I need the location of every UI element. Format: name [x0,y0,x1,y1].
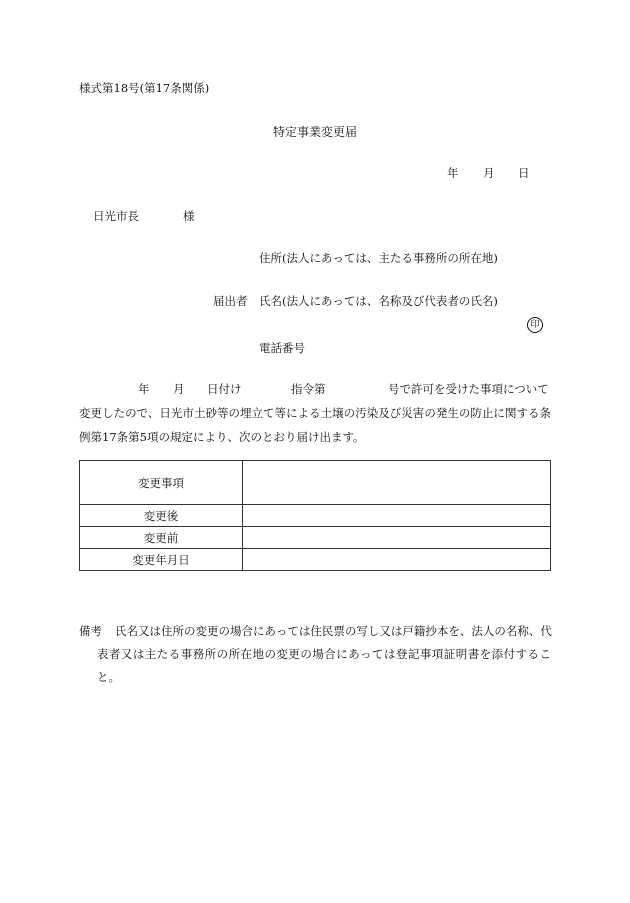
addressee-honorific: 様 [183,209,195,223]
change-item-field[interactable] [243,461,551,505]
body-text-line2: 変更したので、日光市土砂等の埋立て等による土壌の汚染及び災害の発生の防止に関する条 [79,406,551,420]
remarks-line2: 表者又は主たる事務所の所在地の変更の場合にあっては登記事項証明書を添付するこ [97,647,551,661]
applicant-phone-label: 電話番号 [259,341,305,355]
form-title: 特定事業変更届 [272,125,357,139]
remarks-line3: と。 [97,670,120,684]
body-dated: 日付け [207,382,242,396]
table-row [80,549,551,571]
addressee-name: 日光市長 [93,209,139,223]
applicant-role-label: 届出者 [213,294,248,308]
after-change-field[interactable] [243,505,551,527]
after-change-label: 変更後 [80,505,243,527]
body-directive: 指令第 [291,382,326,396]
seal-mark: 印 [527,317,543,333]
applicant-name-label: 氏名(法人にあっては、名称及び代表者の氏名) [259,294,498,308]
change-item-label: 変更事項 [80,461,243,505]
remarks-line1: 氏名又は住所の変更の場合にあっては住民票の写し又は戸籍抄本を、法人の名称、代 [115,624,552,638]
form-number: 様式第18号(第17条関係) [79,81,210,95]
before-change-label: 変更前 [80,527,243,549]
before-change-field[interactable] [243,527,551,549]
body-text-line3: 例第17条第5項の規定により、次のとおり届け出ます。 [79,430,365,444]
table-row [80,505,551,527]
changes-table [79,460,551,571]
date-month-label: 月 [483,166,495,180]
date-day-label: 日 [518,166,530,180]
body-permit-text: 号で許可を受けた事項について [388,382,549,396]
change-date-label: 変更年月日 [80,549,243,571]
table-row [80,461,551,505]
change-date-field[interactable] [243,549,551,571]
remarks-heading: 備考 [79,624,102,638]
table-row [80,527,551,549]
body-month: 月 [173,382,185,396]
date-year-label: 年 [447,166,459,180]
applicant-address-label: 住所(法人にあっては、主たる事務所の所在地) [259,251,498,265]
body-year: 年 [138,382,150,396]
